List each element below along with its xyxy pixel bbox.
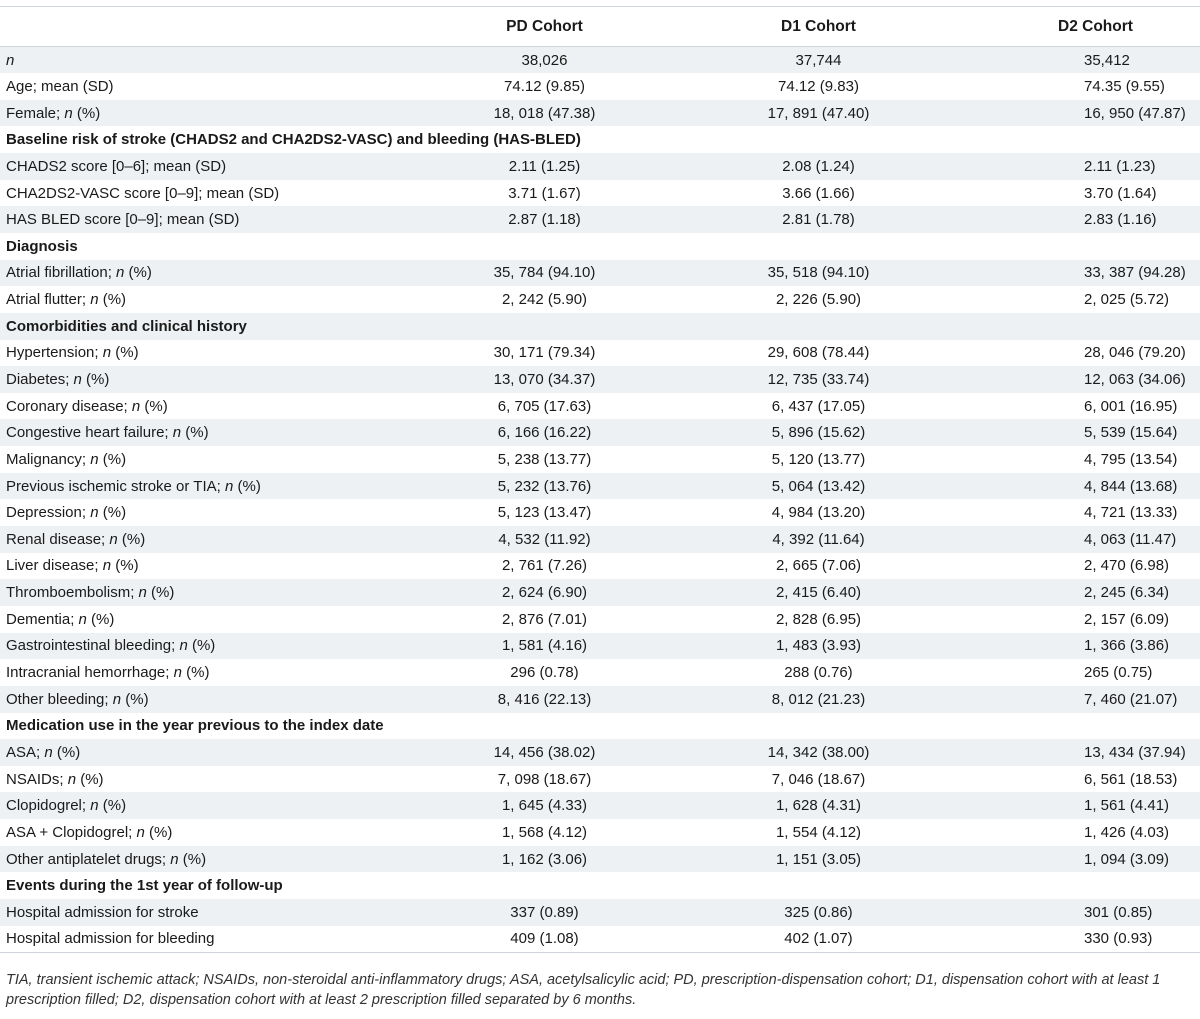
d2-cohort-value: 6, 001 (16.95) (1084, 397, 1178, 415)
pd-cohort-value: 1, 581 (4.16) (501, 637, 588, 655)
d1-cohort-value: 74.12 (9.83) (778, 77, 859, 95)
row-label: CHA2DS2-VASC score [0–9]; mean (SD) (6, 184, 280, 202)
row-label: ASA + Clopidogrel; n (%) (6, 823, 173, 841)
d1-cohort-value: 2.08 (1.24) (782, 157, 855, 175)
table-row (0, 180, 1200, 207)
table-row (0, 206, 1200, 233)
d1-cohort-value: 4, 392 (11.64) (772, 530, 865, 548)
pd-cohort-value: 2, 876 (7.01) (501, 610, 588, 628)
section-title: Events during the 1st year of follow-up (6, 877, 283, 895)
section-title: Diagnosis (6, 237, 78, 255)
d1-cohort-value: 5, 120 (13.77) (771, 450, 866, 468)
row-label: NSAIDs; n (%) (6, 770, 104, 788)
d1-cohort-value: 1, 483 (3.93) (775, 637, 862, 655)
pd-cohort-value: 6, 166 (16.22) (497, 424, 592, 442)
d2-cohort-value: 2.83 (1.16) (1084, 211, 1157, 229)
d1-cohort-value: 12, 735 (33.74) (767, 371, 870, 388)
row-label: Coronary disease; n (%) (6, 397, 168, 415)
d1-cohort-value: 2, 415 (6.40) (775, 584, 862, 602)
table-body (0, 47, 1200, 953)
baseline-characteristics-table-container (0, 6, 1200, 953)
pd-cohort-value: 38,026 (521, 51, 568, 69)
d1-cohort-value: 14, 342 (38.00) (767, 743, 870, 761)
pd-cohort-value: 1, 645 (4.33) (501, 797, 588, 815)
table-row (0, 499, 1200, 526)
d1-cohort-value: 35, 518 (94.10) (767, 264, 870, 282)
table-row (0, 926, 1200, 953)
d2-cohort-value: 4, 063 (11.47) (1084, 530, 1177, 548)
d1-cohort-value: 2, 665 (7.06) (775, 557, 862, 575)
row-label: HAS BLED score [0–9]; mean (SD) (6, 211, 240, 229)
section-header-row (0, 233, 1200, 260)
d2-cohort-value: 301 (0.85) (1084, 903, 1153, 921)
d1-cohort-value: 8, 012 (21.23) (771, 690, 866, 708)
d2-cohort-value: 5, 539 (15.64) (1084, 424, 1178, 442)
table-row (0, 340, 1200, 367)
pd-cohort-value: 74.12 (9.85) (504, 77, 585, 95)
row-label: Atrial fibrillation; n (%) (6, 264, 152, 282)
d1-cohort-value: 3.66 (1.66) (782, 184, 855, 202)
header-pd-cohort: PD Cohort (506, 17, 583, 35)
section-header-row (0, 313, 1200, 340)
row-label: Hospital admission for bleeding (6, 930, 215, 948)
d2-cohort-value: 265 (0.75) (1084, 664, 1153, 682)
row-label: Depression; n (%) (6, 504, 127, 522)
row-label: Hospital admission for stroke (6, 903, 199, 921)
d1-cohort-value: 288 (0.76) (784, 664, 853, 682)
row-label: Intracranial hemorrhage; n (%) (6, 664, 210, 682)
d2-cohort-value: 330 (0.93) (1084, 930, 1153, 948)
row-label: Diabetes; n (%) (6, 371, 110, 388)
d1-cohort-value: 2.81 (1.78) (782, 211, 855, 229)
row-label: Gastrointestinal bleeding; n (%) (6, 637, 216, 655)
d1-cohort-value: 5, 064 (13.42) (771, 477, 866, 495)
d1-cohort-value: 7, 046 (18.67) (771, 770, 866, 788)
d2-cohort-value: 1, 426 (4.03) (1084, 823, 1170, 841)
row-label: Other bleeding; n (%) (6, 690, 149, 708)
table-row (0, 686, 1200, 713)
d2-cohort-value: 2, 157 (6.09) (1084, 610, 1170, 628)
d2-cohort-value: 7, 460 (21.07) (1084, 690, 1178, 708)
table-row (0, 659, 1200, 686)
table-row (0, 366, 1200, 393)
d1-cohort-value: 1, 554 (4.12) (775, 823, 862, 841)
pd-cohort-value: 5, 232 (13.76) (497, 477, 592, 495)
d2-cohort-value: 1, 561 (4.41) (1084, 797, 1170, 815)
row-label: Other antiplatelet drugs; n (%) (6, 850, 207, 868)
pd-cohort-value: 30, 171 (79.34) (493, 344, 596, 362)
table-row (0, 633, 1200, 660)
pd-cohort-value: 2, 624 (6.90) (501, 584, 588, 602)
table-row (0, 153, 1200, 180)
table-row (0, 899, 1200, 926)
pd-cohort-value: 2, 761 (7.26) (501, 557, 588, 575)
table-row (0, 393, 1200, 420)
row-label: CHADS2 score [0–6]; mean (SD) (6, 157, 227, 175)
pd-cohort-value: 7, 098 (18.67) (497, 770, 592, 788)
pd-cohort-value: 4, 532 (11.92) (498, 530, 591, 548)
d2-cohort-value: 4, 795 (13.54) (1084, 450, 1178, 468)
table-row (0, 846, 1200, 873)
table-row (0, 526, 1200, 553)
pd-cohort-value: 5, 123 (13.47) (497, 504, 592, 522)
d2-cohort-value: 35,412 (1084, 51, 1130, 69)
d1-cohort-value: 1, 151 (3.05) (775, 850, 862, 868)
d2-cohort-value: 33, 387 (94.28) (1084, 264, 1186, 282)
header-label-column (0, 7, 438, 47)
d2-cohort-value: 6, 561 (18.53) (1084, 770, 1178, 788)
pd-cohort-value: 1, 568 (4.12) (501, 823, 588, 841)
d2-cohort-value: 16, 950 (47.87) (1084, 104, 1186, 122)
table-row (0, 419, 1200, 446)
d1-cohort-value: 325 (0.86) (784, 903, 853, 921)
row-label: Renal disease; n (%) (6, 530, 146, 548)
d1-cohort-value: 1, 628 (4.31) (775, 797, 862, 815)
table-row (0, 473, 1200, 500)
section-header-row (0, 713, 1200, 740)
header-d1-cohort: D1 Cohort (781, 17, 856, 35)
pd-cohort-value: 35, 784 (94.10) (493, 264, 596, 282)
baseline-characteristics-table (0, 6, 1200, 953)
row-label: Thromboembolism; n (%) (6, 584, 175, 602)
d2-cohort-value: 3.70 (1.64) (1084, 184, 1157, 202)
d1-cohort-value: 2, 828 (6.95) (775, 610, 862, 628)
row-label: Age; mean (SD) (6, 77, 114, 95)
row-label: Liver disease; n (%) (6, 557, 139, 575)
pd-cohort-value: 296 (0.78) (510, 664, 579, 682)
pd-cohort-value: 13, 070 (34.37) (493, 371, 596, 388)
table-row (0, 606, 1200, 633)
d2-cohort-value: 2, 245 (6.34) (1084, 584, 1170, 602)
section-title: Baseline risk of stroke (CHADS2 and CHA2DS2-VASC) and bleeding (HAS-BLED) (6, 131, 581, 149)
row-label: Previous ischemic stroke or TIA; n (%) (6, 477, 261, 495)
d1-cohort-value: 29, 608 (78.44) (767, 344, 870, 362)
table-row (0, 579, 1200, 606)
table-row (0, 100, 1200, 127)
d2-cohort-value: 2.11 (1.23) (1084, 157, 1156, 175)
section-header-row (0, 872, 1200, 899)
table-row (0, 260, 1200, 287)
section-title: Medication use in the year previous to the index date (6, 717, 384, 735)
row-label: Dementia; n (%) (6, 610, 115, 628)
header-d2-cohort: D2 Cohort (1058, 17, 1133, 35)
pd-cohort-value: 337 (0.89) (510, 903, 579, 921)
pd-cohort-value: 18, 018 (47.38) (493, 104, 596, 122)
d1-cohort-value: 402 (1.07) (784, 930, 853, 948)
row-label: n (6, 51, 15, 69)
table-row (0, 446, 1200, 473)
pd-cohort-value: 6, 705 (17.63) (497, 397, 592, 415)
section-header-row (0, 126, 1200, 153)
table-row (0, 739, 1200, 766)
d1-cohort-value: 4, 984 (13.20) (771, 504, 866, 522)
row-label: Clopidogrel; n (%) (6, 797, 127, 815)
d2-cohort-value: 2, 470 (6.98) (1084, 557, 1170, 575)
d2-cohort-value: 1, 366 (3.86) (1084, 637, 1170, 655)
pd-cohort-value: 2, 242 (5.90) (501, 291, 588, 309)
d2-cohort-value: 2, 025 (5.72) (1084, 291, 1170, 309)
row-label: Congestive heart failure; n (%) (6, 424, 209, 442)
pd-cohort-value: 409 (1.08) (510, 930, 579, 948)
table-footnote: TIA, transient ischemic attack; NSAIDs, non-steroidal anti-inflammatory drugs; ASA, acetylsalicylic acid; PD, prescription-dispensation cohort; D1, dispensation cohort with at least 1 prescription filled; D2, dispensation cohort with at least 2 prescription filled separated by 6 months. (6, 972, 1161, 1008)
table-row (0, 286, 1200, 313)
d1-cohort-value: 37,744 (795, 51, 842, 69)
pd-cohort-value: 5, 238 (13.77) (497, 450, 592, 468)
row-label: Atrial flutter; n (%) (6, 291, 127, 309)
table-row (0, 766, 1200, 793)
pd-cohort-value: 14, 456 (38.02) (493, 743, 596, 761)
d2-cohort-value: 12, 063 (34.06) (1084, 371, 1186, 388)
pd-cohort-value: 1, 162 (3.06) (501, 850, 588, 868)
row-label: Malignancy; n (%) (6, 450, 127, 468)
table-row (0, 47, 1200, 74)
pd-cohort-value: 8, 416 (22.13) (497, 690, 592, 708)
d1-cohort-value: 17, 891 (47.40) (767, 104, 870, 122)
section-title: Comorbidities and clinical history (6, 317, 247, 335)
table-header (0, 7, 1200, 47)
d1-cohort-value: 5, 896 (15.62) (771, 424, 866, 442)
table-row (0, 819, 1200, 846)
table-row (0, 792, 1200, 819)
row-label: ASA; n (%) (6, 743, 81, 761)
d2-cohort-value: 74.35 (9.55) (1084, 77, 1165, 95)
table-row (0, 73, 1200, 100)
d2-cohort-value: 4, 844 (13.68) (1084, 477, 1178, 495)
row-label: Female; n (%) (6, 104, 101, 122)
pd-cohort-value: 2.11 (1.25) (508, 157, 581, 175)
d2-cohort-value: 28, 046 (79.20) (1084, 344, 1186, 362)
d1-cohort-value: 6, 437 (17.05) (771, 397, 866, 415)
pd-cohort-value: 2.87 (1.18) (508, 211, 581, 229)
pd-cohort-value: 3.71 (1.67) (508, 184, 581, 202)
d1-cohort-value: 2, 226 (5.90) (775, 291, 862, 309)
d2-cohort-value: 13, 434 (37.94) (1084, 743, 1186, 761)
d2-cohort-value: 1, 094 (3.09) (1084, 850, 1170, 868)
table-row (0, 553, 1200, 580)
d2-cohort-value: 4, 721 (13.33) (1084, 504, 1178, 522)
row-label: Hypertension; n (%) (6, 344, 139, 362)
header-row (0, 7, 1200, 47)
